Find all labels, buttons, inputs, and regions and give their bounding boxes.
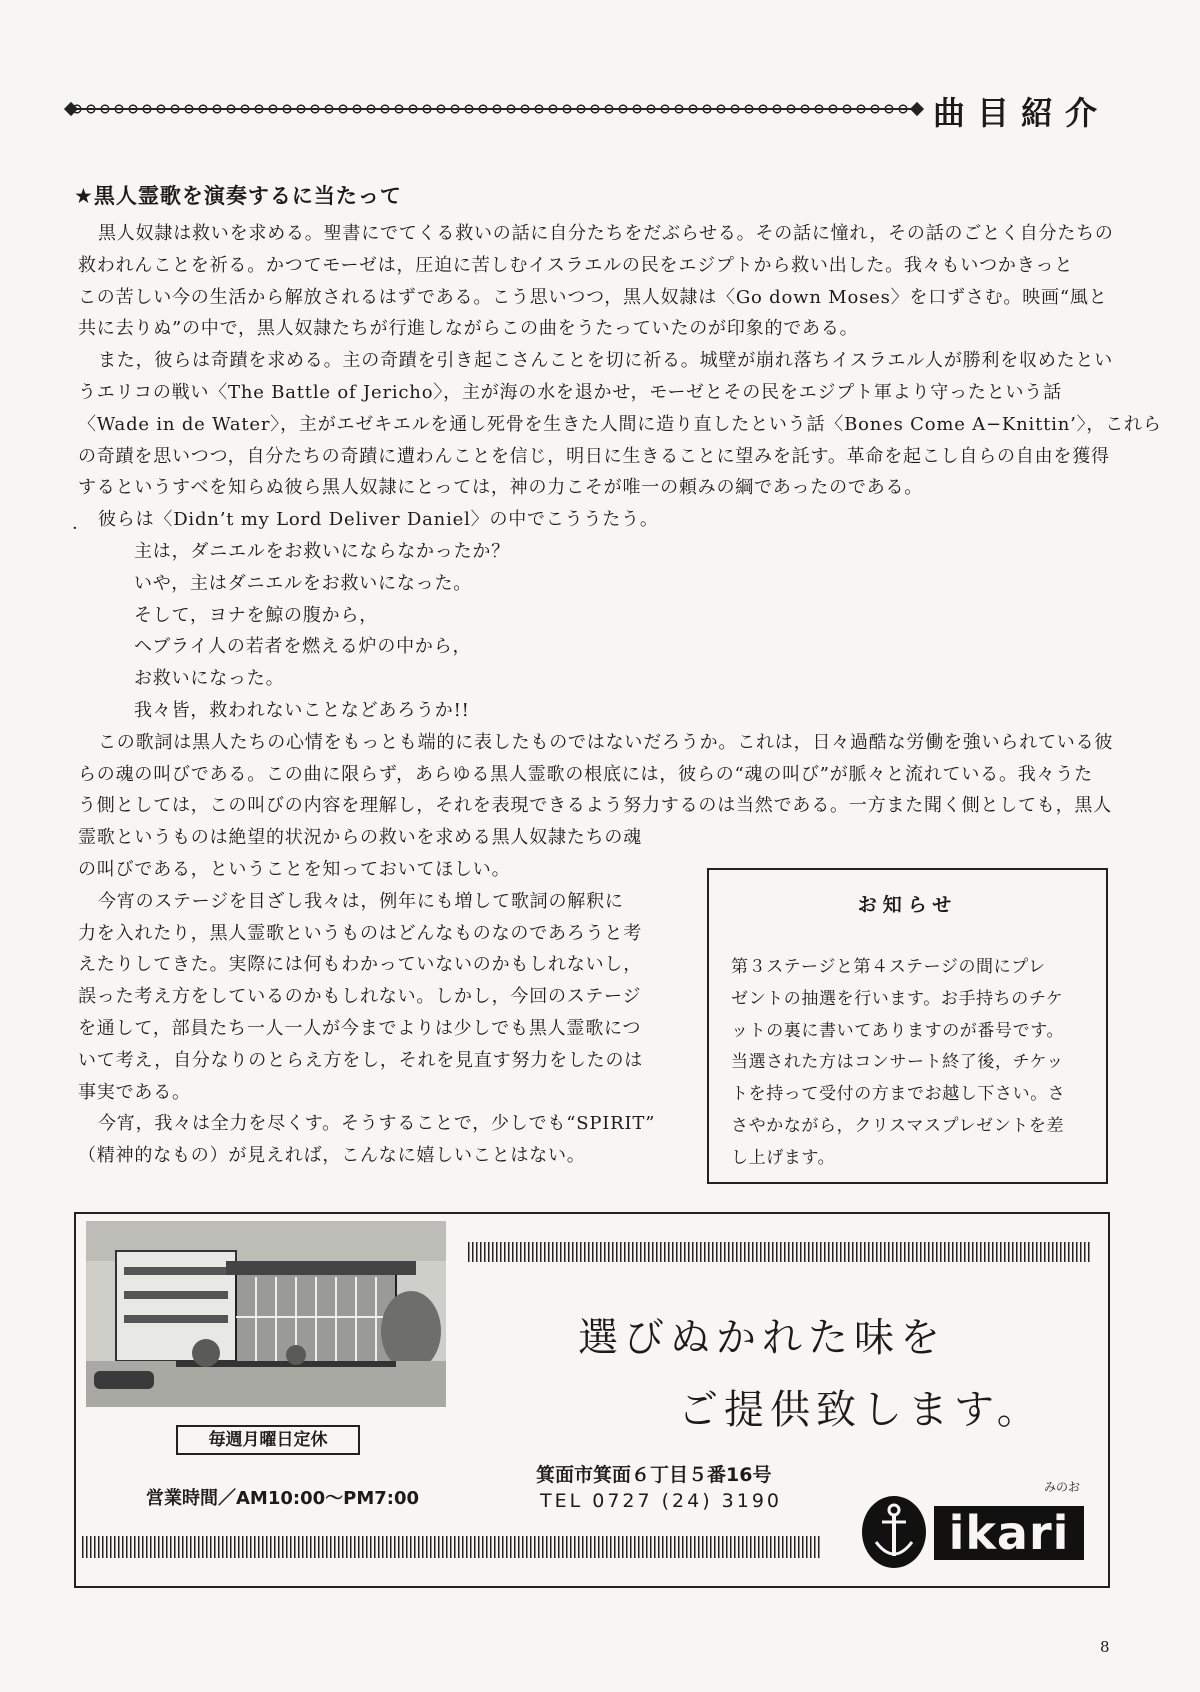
text-line: 共に去りぬ”の中で，黒人奴隷たちが行進しながらこの曲をうたっていたのが印象的である。: [78, 318, 859, 340]
closed-day-label: 毎週月曜日定休: [176, 1425, 360, 1455]
decorative-header-rule: [70, 101, 918, 117]
text-line: の叫びである，ということを知っておいてほしい。: [78, 858, 511, 880]
hatch-pattern-bottom: [82, 1536, 822, 1558]
text-line: う側としては，この叫びの内容を理解し，それを表現できるよう努力するのは当然である。一方また聞く側としても，黒人: [78, 795, 1112, 817]
text-line: 救われんことを祈る。かつてモーゼは，圧迫に苦しむイスラエルの民をエジプトから救い出した。我々もいつかきっと: [78, 254, 1074, 276]
restaurant-advertisement: [74, 1212, 1110, 1588]
lyric-line: いや，主はダニエルをお救いになった。: [134, 572, 473, 594]
hatch-pattern-top: [468, 1242, 1092, 1262]
shop-address: 箕面市箕面６丁目５番16号: [536, 1464, 772, 1486]
notice-line: さやかながら，クリスマスプレゼントを差: [731, 1115, 1065, 1136]
notice-line: し上げます。: [731, 1147, 836, 1168]
text-line: を通して，部員たち一人一人が今までよりは少しでも黒人霊歌につ: [78, 1017, 642, 1039]
page-title: 曲目紹介: [933, 94, 1110, 132]
building-sketch-icon: [86, 1221, 446, 1407]
text-line: の奇蹟を思いつつ，自分たちの奇蹟に遭わんことを信じ，明日に生きることに望みを託す。革命を起こし自らの自由を獲得: [78, 445, 1110, 467]
text-line: 力を入れたり，黒人霊歌というものはどんなものなのであろうと考: [78, 922, 642, 944]
text-line: 事実である。: [78, 1081, 191, 1103]
text-line: 今宵，我々は全力を尽くす。そうすることで，少しでも“SPIRIT”: [98, 1113, 656, 1135]
lyric-line: 主は，ダニエルをお救いにならなかったか？: [134, 540, 510, 562]
text-line: らの魂の叫びである。この曲に限らず，あらゆる黒人霊歌の根底には，彼らの“魂の叫び”が脈々と流れている。我々うた: [78, 763, 1093, 785]
slogan-line-1: 選びぬかれた味を: [578, 1315, 946, 1361]
lyric-line: 我々皆，救われないことなどあろうか!!: [134, 699, 470, 721]
logo-wordmark: ikari: [934, 1506, 1084, 1560]
text-line: 今宵のステージを目ざし我々は，例年にも増して歌詞の解釈に: [98, 890, 624, 912]
text-line: えたりしてきた。実際には何もわかっていないのかもしれないし，: [78, 954, 642, 976]
text-line: するというすべを知らぬ彼ら黒人奴隷にとっては，神の力こそが唯一の頼みの綱であったのである。: [78, 477, 924, 499]
text-line: 黒人奴隷は救いを求める。聖書にでてくる救いの話に自分たちをだぶらせる。その話に憧れ，その話のごとく自分たちの: [98, 223, 1114, 244]
notice-line: 第３ステージと第４ステージの間にプレ: [731, 957, 1046, 977]
text-line: 霊歌というものは絶望的状況からの救いを求める黒人奴隷たちの魂: [78, 827, 642, 849]
lyric-line: ヘブライ人の若者を燃える炉の中から，: [134, 636, 472, 658]
text-line: いて考え，自分なりのとらえ方をし，それを見直す努力をしたのは: [78, 1049, 644, 1071]
shop-phone: TEL 0727 (24) 3190: [540, 1490, 783, 1512]
stray-mark: ·: [72, 518, 78, 539]
notice-title: お知らせ: [857, 894, 958, 916]
slogan-line-2: ご提供致します。: [678, 1387, 1043, 1433]
text-line: この苦しい今の生活から解放されるはずである。こう思いつつ，黒人奴隷は〈Go down Moses〉を口ずさむ。映画“風と: [78, 286, 1108, 308]
business-hours: 営業時間／AM10:00〜PM7:00: [146, 1488, 420, 1509]
building-illustration: [86, 1221, 446, 1407]
ikari-logo: [862, 1494, 1084, 1574]
notice-line: ゼントの抽選を行います。お手持ちのチケ: [731, 988, 1064, 1009]
lyric-line: お救いになった。: [134, 668, 285, 690]
notice-line: 当選された方はコンサート終了後，チケッ: [731, 1052, 1064, 1073]
text-line: 彼らは〈Didn’t my Lord Deliver Daniel〉の中でこううたう。: [98, 509, 659, 531]
text-line: この歌詞は黒人たちの心情をもっとも端的に表したものではないだろうか。これは，日々過酷な労働を強いられている彼: [98, 731, 1114, 753]
anchor-icon: [862, 1496, 926, 1568]
text-line: 誤った考え方をしているのかもしれない。しかし，今回のステージ: [78, 986, 642, 1008]
section-heading: ★黒人霊歌を演奏するに当たって: [74, 184, 402, 208]
text-line: うエリコの戦い〈The Battle of Jericho〉，主が海の水を退かせ，モーゼとその民をエジプト軍より守ったという話: [78, 381, 1062, 403]
text-line: （精神的なもの）が見えれば，こんなに嬉しいことはない。: [78, 1145, 586, 1167]
lyric-line: そして，ヨナを鯨の腹から，: [134, 604, 379, 626]
text-line: 〈Wade in de Water〉，主がエゼキエルを通し死骨を生きた人間に造り直したという話〈Bones Come A−Knittin’〉，これら: [78, 413, 1162, 435]
notice-body: [731, 952, 1091, 1175]
notice-box: [707, 868, 1108, 1184]
page-number: 8: [1100, 1638, 1110, 1656]
notice-line: トを持って受付の方までお越し下さい。さ: [731, 1084, 1066, 1105]
logo-furigana: みのお: [1044, 1480, 1081, 1494]
notice-line: ットの裏に書いてありますのが番号です。: [731, 1020, 1065, 1041]
text-line: また，彼らは奇蹟を求める。主の奇蹟を引き起こさんことを切に祈る。城壁が崩れ落ちイスラエル人が勝利を収めたとい: [98, 350, 1114, 372]
